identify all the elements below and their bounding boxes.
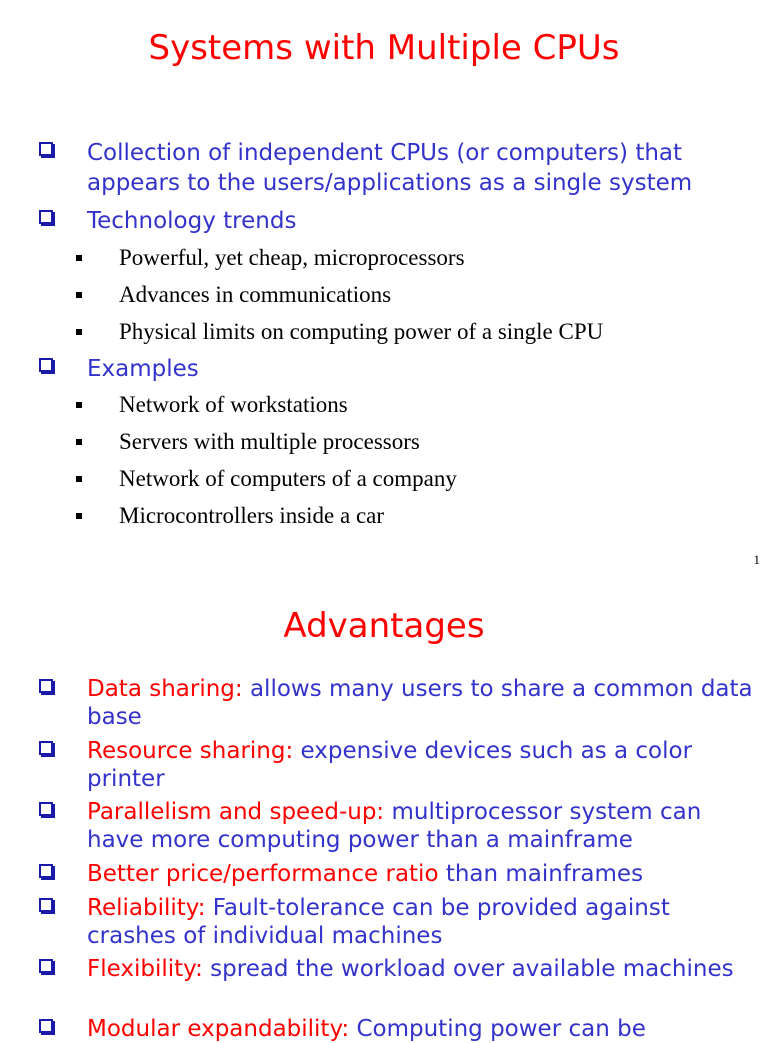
sub-bullet-text: Servers with multiple processors — [119, 429, 420, 454]
sub-bullet-item — [0, 391, 768, 421]
filled-square-bullet-icon — [76, 255, 82, 261]
bullet-term: Reliability: — [87, 895, 206, 921]
hollow-square-bullet-icon — [39, 679, 53, 693]
bullet-text — [87, 737, 757, 793]
bullet-text — [87, 798, 757, 854]
slide-1-title: Systems with Multiple CPUs — [148, 28, 620, 68]
hollow-square-bullet-icon — [39, 959, 53, 973]
bullet-text — [87, 860, 757, 888]
bullet-text: Examples — [87, 356, 199, 382]
bullet-text: Collection of independent CPUs (or computers) that appears to the users/applications as a single system — [87, 140, 693, 196]
sub-bullet-text: Microcontrollers inside a car — [119, 503, 385, 528]
bullet-term: Flexibility: — [87, 956, 203, 982]
bullet-term: Data sharing: — [87, 676, 243, 702]
bullet-description: than mainframes — [438, 861, 644, 887]
hollow-square-bullet-icon — [39, 864, 53, 878]
hollow-square-bullet-icon — [39, 210, 53, 224]
sub-bullet-text: Powerful, yet cheap, microprocessors — [119, 245, 465, 270]
hollow-square-bullet-icon — [39, 358, 53, 372]
slide-2-title: Advantages — [283, 606, 485, 646]
sub-bullet-item — [0, 281, 768, 311]
hollow-square-bullet-icon — [39, 741, 53, 755]
sub-bullet-item — [0, 318, 768, 348]
bullet-term: Modular expandability: — [87, 1016, 350, 1042]
hollow-square-bullet-icon — [39, 898, 53, 912]
sub-bullet-item — [0, 428, 768, 458]
hollow-square-bullet-icon — [39, 142, 53, 156]
bullet-description: allows many users to share a common data base — [87, 676, 753, 730]
sub-bullet-item — [0, 502, 768, 532]
filled-square-bullet-icon — [76, 329, 82, 335]
bullet-term: Parallelism and speed-up: — [87, 799, 385, 825]
hollow-square-bullet-icon — [39, 1019, 53, 1033]
bullet-text — [87, 1015, 757, 1043]
hollow-square-bullet-icon — [39, 802, 53, 816]
bullet-text — [87, 675, 757, 731]
bullet-text: Technology trends — [87, 208, 297, 234]
bullet-description: Computing power can be — [349, 1016, 646, 1042]
sub-bullet-text: Physical limits on computing power of a single CPU — [119, 319, 604, 344]
filled-square-bullet-icon — [76, 513, 82, 519]
bullet-term: Resource sharing: — [87, 738, 294, 764]
sub-bullet-item — [0, 465, 768, 495]
bullet-description: expensive devices such as a color printer — [87, 738, 693, 792]
filled-square-bullet-icon — [76, 476, 82, 482]
sub-bullet-text: Network of computers of a company — [119, 466, 457, 491]
page-number: 1 — [753, 552, 760, 567]
bullet-text — [87, 894, 757, 950]
filled-square-bullet-icon — [76, 439, 82, 445]
filled-square-bullet-icon — [76, 292, 82, 298]
filled-square-bullet-icon — [76, 402, 82, 408]
sub-bullet-text: Advances in communications — [119, 282, 392, 307]
bullet-text — [87, 955, 757, 983]
bullet-description: Fault-tolerance can be provided against crashes of individual machines — [87, 895, 670, 949]
bullet-description: spread the workload over available machines — [202, 956, 734, 982]
bullet-description: multiprocessor system can have more computing power than a mainframe — [87, 799, 702, 853]
sub-bullet-text: Network of workstations — [119, 392, 348, 417]
sub-bullet-item — [0, 244, 768, 274]
bullet-term: Better price/performance ratio — [87, 861, 439, 887]
slide-2 — [0, 580, 768, 1042]
